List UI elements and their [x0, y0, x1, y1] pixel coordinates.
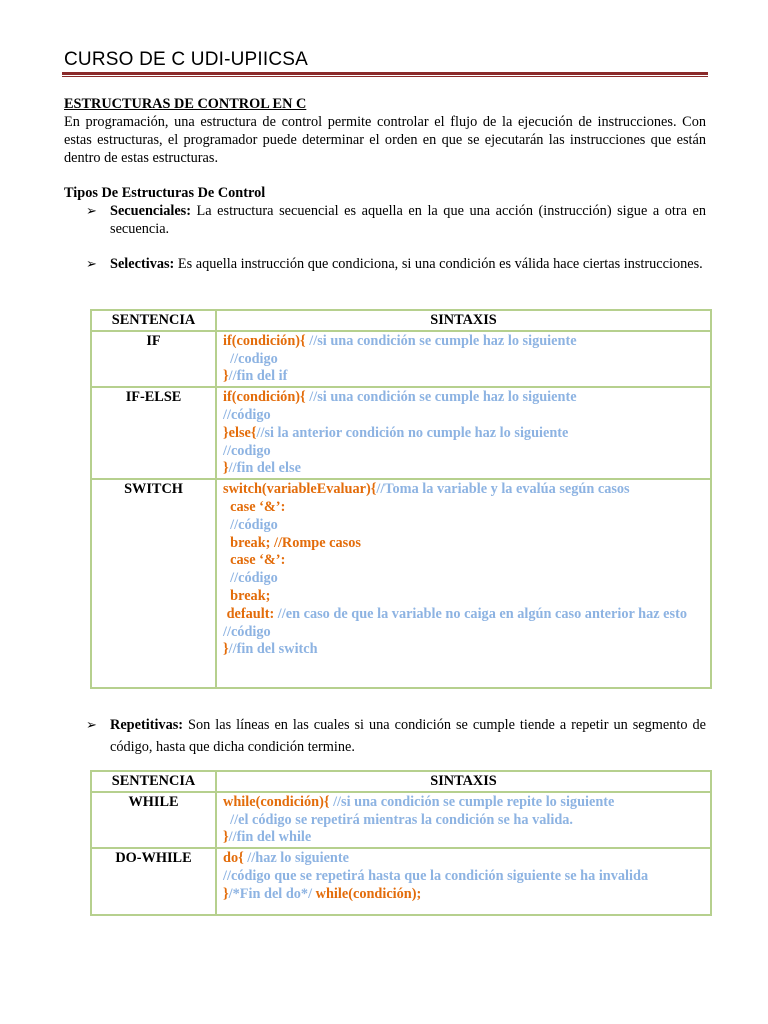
code-keyword: do{ [223, 850, 244, 867]
code-keyword: case ‘&’: [223, 498, 286, 515]
code-line [223, 517, 704, 535]
code-keyword: } [223, 829, 229, 846]
code-line [223, 499, 704, 517]
code-line [223, 886, 704, 904]
code-comment: //fin del switch [228, 641, 318, 658]
bullet-label: Repetitivas: [110, 717, 184, 733]
code-keyword: default: [223, 605, 275, 622]
table-header-row [91, 771, 711, 792]
code-comment: //código que se repetirá hasta que la condición siguiente se ha invalida [223, 867, 649, 884]
code-line [223, 460, 704, 478]
bullet-label: Secuenciales: [110, 203, 191, 219]
code-line [223, 794, 704, 812]
header-sintaxis: SINTAXIS [216, 771, 711, 792]
arrow-bullet-icon: ➢ [86, 256, 97, 271]
bullet-selectivas [64, 255, 706, 273]
code-line [223, 443, 704, 461]
header-sintaxis: SINTAXIS [216, 310, 711, 331]
code-line [223, 570, 704, 588]
page-header-title: CURSO DE C UDI-UPIICSA [64, 49, 309, 70]
code-comment: //fin del else [228, 460, 301, 477]
code-comment: //código [223, 516, 278, 533]
repetitivas-block [64, 714, 706, 758]
code-comment: //codigo [223, 350, 278, 367]
code-keyword: if(condición){ [223, 332, 306, 349]
code-keyword: } [223, 885, 229, 902]
arrow-bullet-icon: ➢ [86, 717, 97, 732]
code-keyword: break; [223, 587, 271, 604]
header-rule-thick [62, 72, 708, 75]
sentence-name: WHILE [91, 792, 216, 848]
sentence-name: IF-ELSE [91, 387, 216, 479]
syntax-code [216, 792, 711, 848]
code-comment: //el código se repetirá mientras la condición se ha valida. [223, 811, 573, 828]
code-comment: //si la anterior condición no cumple haz lo siguiente [256, 424, 569, 441]
section-title: ESTRUCTURAS DE CONTROL EN C [64, 96, 307, 112]
code-line [223, 829, 704, 847]
code-comment: //código [223, 570, 278, 587]
code-keyword: switch(variableEvaluar){ [223, 481, 377, 498]
code-comment: //haz lo siguiente [243, 850, 349, 867]
intro-paragraph: En programación, una estructura de control permite controlar el flujo de la ejecución de instrucciones. Con estas estructuras, el programador puede determinar el orden en que se ejecutarán las instrucciones que están dentro de estas estructuras. [64, 114, 706, 166]
selective-syntax-table [90, 309, 712, 689]
code-line [223, 588, 704, 606]
sentence-name: DO-WHILE [91, 848, 216, 914]
code-comment: //si una condición se cumple haz lo siguiente [305, 332, 577, 349]
code-keyword: break; //Rompe casos [223, 534, 361, 551]
syntax-code [216, 479, 711, 688]
table-row [91, 387, 711, 479]
code-line [223, 333, 704, 351]
code-line [223, 552, 704, 570]
code-comment: //si una condición se cumple repite lo siguiente [329, 793, 615, 810]
code-line [223, 351, 704, 369]
code-line [223, 425, 704, 443]
code-comment: //Toma la variable y la evalúa según casos [376, 481, 630, 498]
code-keyword: } [223, 368, 229, 385]
code-comment: //código [223, 406, 271, 423]
code-comment: //si una condición se cumple haz lo siguiente [305, 389, 577, 406]
code-keyword: case ‘&’: [223, 552, 286, 569]
code-line [223, 535, 704, 553]
bullet-label: Selectivas: [110, 256, 175, 272]
table-row [91, 848, 711, 914]
code-keyword: while(condición){ [223, 793, 330, 810]
code-comment: /*Fin del do*/ [228, 885, 316, 902]
bullet-text: La estructura secuencial es aquella en la que una acción (instrucción) sigue a otra en secuencia. [110, 203, 706, 237]
code-line [223, 641, 704, 659]
code-line [223, 389, 704, 407]
types-title: Tipos De Estructuras De Control [64, 185, 266, 201]
bullet-text: Son las líneas en las cuales si una condición se cumple tiende a repetir un segmento de código, hasta que dicha condición termine. [110, 717, 706, 755]
header-rule-thin [62, 76, 708, 77]
syntax-code [216, 387, 711, 479]
code-line [223, 812, 704, 830]
code-line [223, 868, 704, 886]
table-row [91, 479, 711, 688]
repetitive-syntax-table [90, 770, 712, 916]
table-row [91, 331, 711, 387]
code-comment: //en caso de que la variable no caiga en algún caso anterior haz esto [274, 605, 687, 622]
code-keyword: if(condición){ [223, 389, 306, 406]
code-line [223, 606, 704, 624]
arrow-bullet-icon: ➢ [86, 203, 97, 218]
code-line [223, 624, 704, 642]
code-line [223, 368, 704, 386]
code-keyword: }else{ [223, 424, 257, 441]
sentence-name: IF [91, 331, 216, 387]
code-line [223, 407, 704, 425]
syntax-code [216, 331, 711, 387]
table-row [91, 792, 711, 848]
code-comment: //codigo [223, 442, 271, 459]
code-keyword: } [223, 641, 229, 658]
code-keyword: } [223, 460, 229, 477]
main-content [64, 95, 706, 273]
code-comment: //fin del if [228, 368, 288, 385]
header-sentencia: SENTENCIA [91, 771, 216, 792]
sentence-name: SWITCH [91, 479, 216, 688]
code-comment: //código [223, 623, 271, 640]
table-header-row [91, 310, 711, 331]
bullet-secuenciales [64, 202, 706, 238]
header-sentencia: SENTENCIA [91, 310, 216, 331]
code-line [223, 481, 704, 499]
syntax-code [216, 848, 711, 914]
code-keyword: while(condición); [315, 885, 422, 902]
bullet-repetitivas [64, 714, 706, 758]
bullet-text: Es aquella instrucción que condiciona, si una condición es válida hace ciertas instrucciones. [174, 256, 703, 272]
code-comment: //fin del while [228, 829, 312, 846]
code-line [223, 850, 704, 868]
